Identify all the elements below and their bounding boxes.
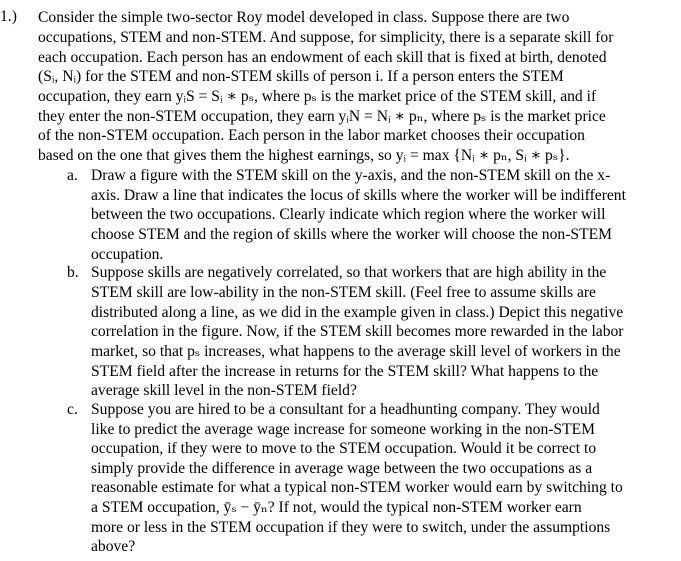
intro-line: occupations, STEM and non-STEM. And suppose, for simplicity, there is a separate skill for [38,29,614,46]
part-line: Draw a figure with the STEM skill on the y-axis, and the non-STEM skill on the x- [91,167,611,184]
part-line: choose STEM and the region of skills where the worker will choose the non-STEM [91,226,612,243]
part-line: a STEM occupation, ȳₛ − ȳₙ? If not, would the typical non-STEM worker earn [91,499,582,516]
intro-line: based on the one that gives them the highest earnings, so yᵢ = max {Nᵢ ∗ pₙ, Sᵢ ∗ pₛ}. [38,147,570,164]
part-letter: b. [67,264,79,281]
part-line: market, so that pₛ increases, what happens to the average skill level of workers in the [91,343,621,360]
part-line: occupation. [91,246,164,263]
intro-line: they enter the non-STEM occupation, they earn yᵢN = Nᵢ ∗ pₙ, where pₛ is the market price [38,108,606,125]
part-line: average skill level in the non-STEM field? [91,382,357,399]
part-line: STEM field after the increase in returns for the STEM skill? What happens to the [91,363,599,380]
question-number: 1.) [0,8,17,25]
part-line: more or less in the STEM occupation if they were to switch, under the assumptions [91,519,611,536]
part-line: like to predict the average wage increase for someone working in the non-STEM [91,421,596,438]
part-line: correlation in the figure. Now, if the STEM skill becomes more rewarded in the labor [91,323,624,340]
intro-line: of the non-STEM occupation. Each person in the labor market chooses their occupation [38,127,585,144]
part-line: Suppose skills are negatively correlated, so that workers that are high ability in the [91,264,607,281]
intro-line: each occupation. Each person has an endowment of each skill that is fixed at birth, denoted [38,49,607,66]
part-letter: c. [67,401,78,418]
intro-line: Consider the simple two-sector Roy model developed in class. Suppose there are two [38,9,570,26]
part-line: between the two occupations. Clearly indicate which region where the worker will [91,206,606,223]
part-line: occupation, if they were to move to the STEM occupation. Would it be correct to [91,440,597,457]
intro-line: (Sᵢ, Nᵢ) for the STEM and non-STEM skills of person i. If a person enters the STEM [38,68,564,85]
part-line: axis. Draw a line that indicates the locus of skills where the worker will be indifferent [91,187,626,204]
part-line: above? [91,538,136,555]
part-line: distributed along a line, as we did in the example given in class.) Depict this negative [91,304,624,321]
intro-line: occupation, they earn yᵢS = Sᵢ ∗ pₛ, where pₛ is the market price of the STEM skill, and if [38,88,597,105]
part-letter: a. [67,167,78,184]
part-line: simply provide the difference in average wage between the two occupations as a [91,460,593,477]
part-line: STEM skill are low-ability in the non-STEM skill. (Feel free to assume skills are [91,284,596,301]
part-line: reasonable estimate for what a typical non-STEM worker would earn by switching to [91,479,623,496]
part-line: Suppose you are hired to be a consultant for a headhunting company. They would [91,401,600,418]
